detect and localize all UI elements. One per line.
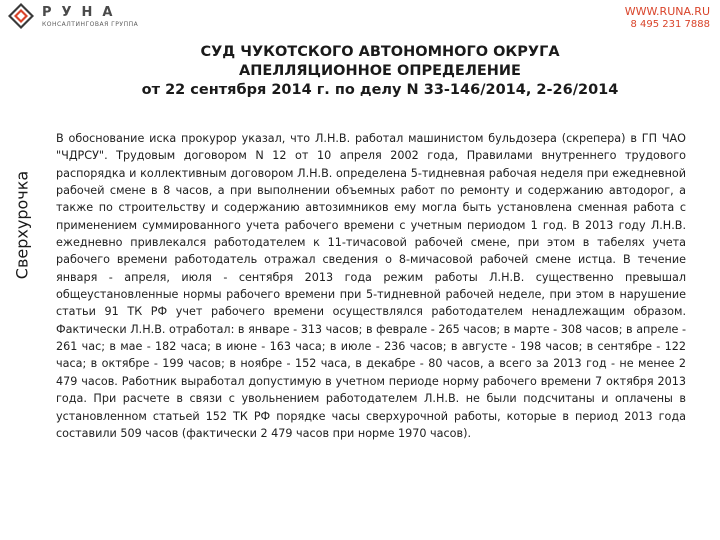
side-label xyxy=(0,125,44,325)
brand-subtitle: КОНСАЛТИНГОВАЯ ГРУППА xyxy=(42,21,139,28)
court-name: СУД ЧУКОТСКОГО АВТОНОМНОГО ОКРУГА xyxy=(200,44,560,60)
document-type: АПЕЛЛЯЦИОННОЕ ОПРЕДЕЛЕНИЕ xyxy=(239,63,521,79)
header-bar xyxy=(0,0,720,34)
company-logo-icon[interactable] xyxy=(8,3,34,29)
phone-number: 8 495 231 7888 xyxy=(630,19,710,30)
case-reference: от 22 сентября 2014 г. по делу N 33-146/2014, 2-26/2014 xyxy=(141,82,619,98)
document-title xyxy=(40,43,720,100)
website-link[interactable]: WWW.RUNA.RU xyxy=(624,5,710,18)
body-paragraph: В обоснование иска прокурор указал, что Л.Н.В. работал машинистом бульдозера (скрепера) в ГП ЧАО "ЧДРСУ". Трудовым договором N 12 от 10 апреля 2002 года, Правилами внутреннего трудового распорядка и коллективным договором Л.Н.В. определена 5-тидневная рабочая неделя при ежедневной рабочей смене в 8 часов, а при выполнении объемных работ по ремонту и содержанию автодорог, а также по строительству и содержанию автозимников ему могла быть установлена сменная работа с применением суммированного учета рабочего времени с учетным периодом 1 год. В 2013 году Л.Н.В. ежедневно привлекался работодателем к 11-тичасовой рабочей смене, при этом в табелях учета рабочего времени работодатель отражал сведения о 8-мичасовой рабочей смене истца. В течение января - апреля, июля - сентября 2013 года режим работы Л.Н.В. существенно превышал общеустановленные нормы рабочего времени при 5-тидневной рабочей неделе, при этом в нарушение статьи 91 ТК РФ учет рабочего времени осуществлялся работодателем ненадлежащим образом. Фактически Л.Н.В. отработал: в январе - 313 часов; в феврале - 265 часов; в марте - 308 часов; в апреле - 261 час; в мае - 182 часа; в июне - 163 часа; в июле - 236 часов; в августе - 198 часов; в сентябре - 122 часа; в октябре - 199 часов; в ноябре - 152 часа, в декабре - 80 часов, а всего за 2013 год - не менее 2 479 часов. Работник выработал допустимую в учетном периоде норму рабочего времени 7 октября 2013 года. При расчете в связи с увольнением работодателем Л.Н.В. не были подсчитаны и оплачены в установленном статьей 152 ТК РФ порядке часы сверхурочной работы, которые в период 2013 года составили 509 часов (фактически 2 479 часов при норме 1970 часов). xyxy=(56,132,686,440)
side-label-text: Сверхурочка xyxy=(12,170,32,280)
brand-name: РУНА xyxy=(42,5,123,20)
